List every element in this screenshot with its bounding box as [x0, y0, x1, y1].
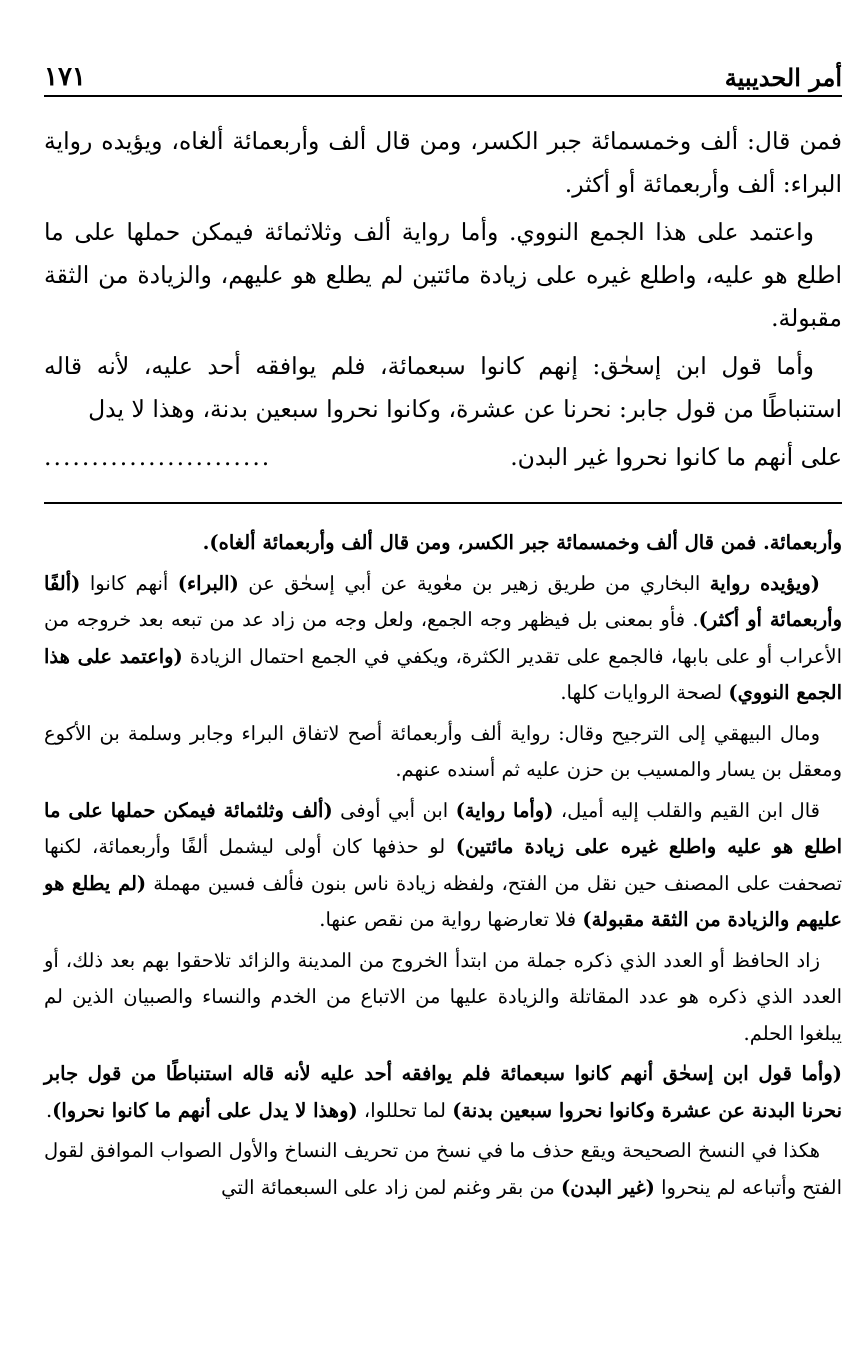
text-segment: لصحة الروايات كلها.	[560, 681, 729, 704]
main-paragraph-3-end: على أنهم ما كانوا نحروا غير البدن.	[510, 443, 842, 471]
ellipsis-dots: ........................	[44, 443, 272, 471]
footnote-separator	[44, 502, 842, 504]
bold-quote-segment: (ويؤيده رواية	[709, 571, 820, 595]
text-segment: لو حذفها كان أولى ليشمل ألفًا وأربعمائة، لكنها تصحفت على المصنف حين نقل من الفتح، ولفظه زيادة ناس بنون فألف فسين مهملة	[44, 835, 842, 895]
bold-quote-segment: (ألفًا وأربعمائة أو أكثر)	[44, 571, 842, 631]
text-segment: البخاري من طريق زهير بن معٰوية عن أبي إسحٰق عن	[238, 571, 710, 595]
header-rule	[44, 95, 842, 97]
bold-quote-segment: (لم يطلع هو عليهم والزيادة من الثقة مقبولة)	[44, 871, 842, 931]
text-segment: لما تحللوا،	[357, 1098, 453, 1122]
main-paragraph-1: فمن قال: ألف وخمسمائة جبر الكسر، ومن قال ألف وأربعمائة ألغاه، ويؤيده رواية البراء: ألف وأربعمائة أو أكثر.	[44, 127, 842, 198]
text-segment: ابن أبي أوفى	[332, 798, 456, 822]
text-segment: ومال البيهقي إلى الترجيح وقال: رواية ألف وأربعمائة أصح لاتفاق البراء وجابر وسلمة بن الأكوع ومعقل بن يسار والمسيب بن حزن عليه ثم أسنده عنهم.	[44, 721, 842, 781]
bold-quote-segment: (ألف وثلثمائة فيمكن حملها على ما اطلع هو عليه واطلع غيره على زيادة مائتين)	[44, 798, 842, 858]
commentary-paragraph	[44, 716, 842, 789]
text-segment: قال ابن القيم والقلب إليه أميل،	[553, 798, 820, 822]
commentary-paragraph	[44, 525, 842, 562]
bold-quote-segment: (وأما رواية)	[455, 798, 554, 822]
main-paragraph-2: واعتمد على هذا الجمع النووي. وأما رواية ألف وثلاثمائة فيمكن حملها على ما اطلع هو عليه، واطلع غيره على زيادة مائتين لم يطلع هو عليهم، والزيادة من الثقة مقبولة.	[44, 218, 842, 332]
text-segment: أنهم كانوا	[80, 571, 178, 595]
commentary	[44, 525, 842, 1210]
bold-quote-segment: (واعتمد على هذا الجمع النووي)	[44, 644, 842, 704]
page-number: ١٧١	[44, 62, 86, 92]
text-segment: من بقر وغنم لمن زاد على السبعمائة التي	[221, 1175, 562, 1199]
main-last-line	[44, 436, 842, 479]
bold-quote-segment: وأربعمائة. فمن قال ألف وخمسمائة جبر الكسر، ومن قال ألف وأربعمائة ألغاه).	[202, 531, 842, 554]
commentary-paragraph	[44, 943, 842, 1053]
commentary-paragraph	[44, 1056, 842, 1129]
text-segment: .	[45, 1098, 53, 1122]
bold-quote-segment: (وهذا لا يدل على أنهم ما كانوا نحروا)	[52, 1098, 358, 1122]
text-segment: زاد الحافظ أو العدد الذي ذكره جملة من ابتدأ الخروج من المدينة والزائد تلاحقوا بهم بعد ذلك، أو العدد الذي ذكره هو عدد المقاتلة والزيادة عليها من الاتباع من الخدم والنساء والصبيان الذين لم يبلغوا الحلم.	[44, 948, 842, 1045]
text-segment: فلا تعارضها رواية من نقص عنها.	[319, 908, 583, 931]
bold-quote-segment: (البراء)	[177, 571, 239, 595]
commentary-paragraph	[44, 566, 842, 712]
text-segment: . فأو بمعنى بل فيظهر وجه الجمع، ولعل وجه من زاد عد من تبعه بعد خروجه من الأعراب أو على بابها، فالجمع على تقدير الكثرة، ويكفي في الجمع احتمال الزيادة	[44, 608, 842, 668]
page-header	[44, 50, 842, 90]
bold-quote-segment: (غير البدن)	[561, 1175, 655, 1199]
bold-quote-segment: (وأما قول ابن إسحٰق أنهم كانوا سبعمائة فلم يوافقه أحد عليه لأنه قاله استنباطًا من قول جابر نحرنا البدنة عن عشرة وكانوا نحروا سبعين بدنة)	[44, 1062, 842, 1122]
running-title: أمر الحديبية	[724, 63, 842, 92]
main-text	[44, 120, 842, 479]
commentary-paragraph	[44, 1133, 842, 1206]
text-segment: هكذا في النسخ الصحيحة ويقع حذف ما في نسخ من تحريف النساخ والأول الصواب الموافق لقول الفتح وأتباعه لم ينحروا	[44, 1139, 842, 1199]
main-paragraph-3: وأما قول ابن إسحٰق: إنهم كانوا سبعمائة، فلم يوافقه أحد عليه، لأنه قاله استنباطًا من قول جابر: نحرنا عن عشرة، وكانوا نحروا سبعين بدنة، وهذا لا يدل	[44, 352, 842, 423]
commentary-paragraph	[44, 793, 842, 939]
